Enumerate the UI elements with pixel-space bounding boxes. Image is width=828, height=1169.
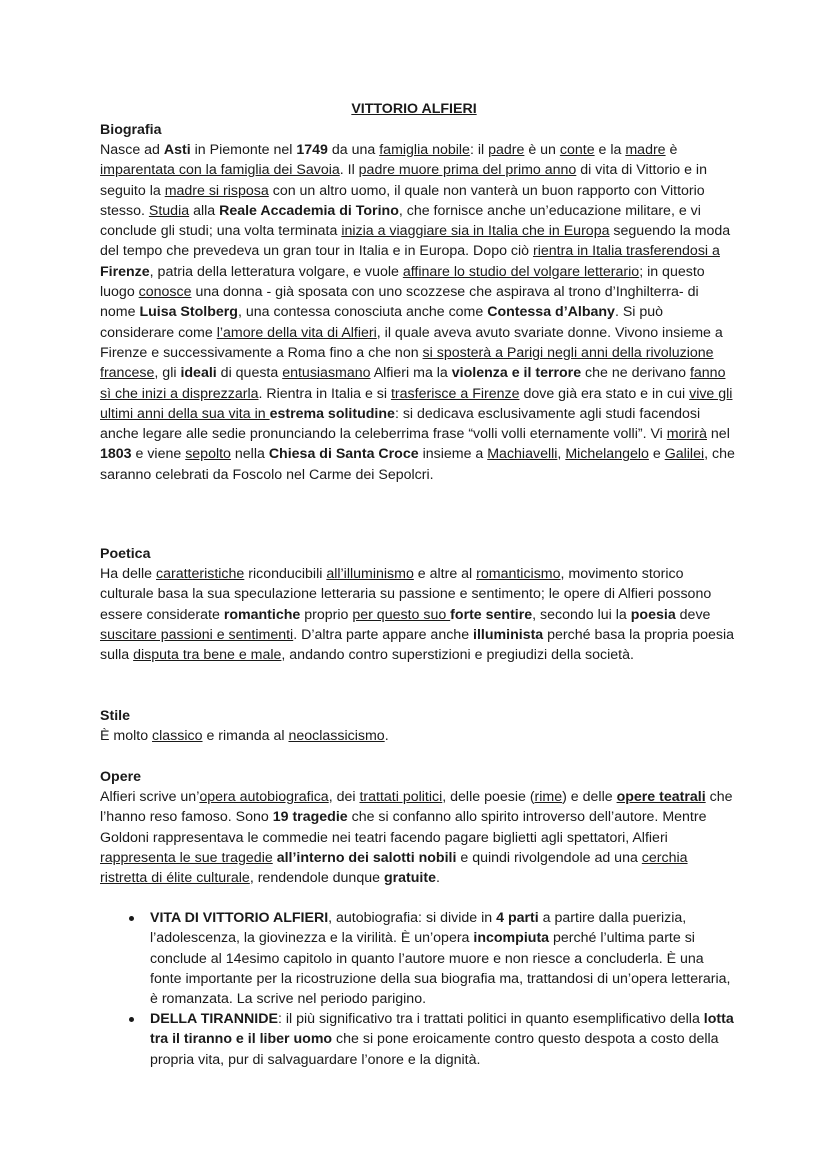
underlined-text: imparentata con la famiglia dei Savoia: [100, 162, 340, 179]
text-run: , il quale aveva avuto svariate donne. Vivono insieme a Firenze e successivamente a Roma fino a che non: [100, 324, 723, 361]
text-run: , gli: [154, 365, 181, 382]
text-run: e la: [594, 142, 626, 158]
text-run: Ha delle: [100, 566, 156, 582]
text-run: con un altro uomo, il quale non vanterà un buon rapporto con Vittorio stesso.: [100, 182, 705, 219]
underlined-text: trattati politici: [423, 1011, 507, 1027]
text-run: di questa: [216, 365, 283, 382]
underlined-text: DELLA TIRANNIDE: [150, 1011, 278, 1027]
bullet-dot-icon: [129, 1017, 134, 1022]
text-run: . D’altra parte appare anche: [293, 626, 474, 643]
text-run: che ne derivano: [581, 365, 690, 382]
bullet-text-vita: [150, 908, 736, 1009]
underlined-text: madre si risposa: [164, 182, 269, 199]
underlined-text: puerizia: [632, 910, 683, 926]
text-run: deve: [675, 606, 711, 623]
underlined-text: cerchia ristretta di élite culturale: [100, 849, 688, 887]
underlined-text: entusiasmano: [282, 365, 371, 382]
underlined-text: neoclassicismo: [288, 728, 385, 744]
underlined-text: VITA DI VITTORIO ALFIERI: [150, 910, 329, 926]
underlined-text: inizia a viaggiare sia in Italia che in Europa: [341, 223, 610, 240]
bold-text: Firenze: [100, 263, 150, 280]
text-run: Nasce ad: [100, 142, 164, 158]
underlined-text: l’adolescenza: [150, 930, 236, 947]
paragraph-biografia: [100, 140, 736, 485]
underlined-text: l’amore della vita di Alfieri: [216, 324, 377, 341]
text-run: , la: [235, 930, 259, 947]
text-run: proprio: [300, 606, 353, 623]
bold-text: Contessa d’Albany: [487, 304, 615, 321]
bold-text: 1803: [100, 446, 132, 463]
text-run: , dei: [328, 789, 360, 805]
text-run: e altre al: [413, 566, 477, 582]
text-run: e quindi rivolgendole ad una: [456, 849, 642, 866]
text-run: e: [648, 446, 665, 463]
bold-text: gratuite: [383, 870, 436, 887]
bold-text: Luisa Stolberg: [139, 304, 238, 321]
bold-text: ideali: [180, 365, 217, 382]
heading-opere: Opere: [100, 769, 142, 785]
underlined-text: opera autobiografica: [199, 789, 329, 805]
text-run: e la: [325, 930, 357, 947]
text-run: , patria della letteratura volgare, e vuole: [149, 263, 403, 280]
text-run: che si pone eroicamente contro questo despota a costo della propria vita, pur di salvaguardare l’onore e la dignità.: [150, 1031, 719, 1068]
bold-text: 1749: [296, 142, 328, 158]
document-title: VITTORIO ALFIERI: [351, 101, 477, 117]
underlined-text: rime: [534, 789, 563, 805]
bold-text: 19 tragedie: [272, 809, 348, 826]
underlined-text: suscitare passioni e sentimenti: [100, 626, 294, 643]
underlined-text: madre: [625, 142, 666, 158]
underlined-text: romanticismo: [476, 566, 561, 582]
text-run: nella: [230, 446, 269, 463]
text-run: perché l’ultima parte si conclude al 14esimo capitolo in quanto l’autore muore e non riesce a concluderla. È una fonte importante per la ricostruzione della sua biografia ma, trattandosi di un’opera letteraria, è romanzata. La scrive nel periodo parigino.: [150, 930, 731, 1008]
text-run: : il: [469, 142, 489, 158]
text-run: e viene: [131, 446, 186, 463]
text-run: perché basa la propria poesia sulla: [100, 626, 735, 664]
bullet-text-tirannide: [150, 1009, 736, 1070]
underlined-text: rappresenta le sue tragedie: [100, 849, 273, 866]
bold-text: lotta tra il tiranno e il liber uomo: [150, 1011, 734, 1048]
underlined-text: per questo suo: [352, 606, 451, 623]
heading-biografia: Biografia: [100, 122, 162, 138]
text-run: nel: [706, 426, 730, 443]
text-run: che l’hanno reso famoso. Sono: [100, 789, 733, 826]
text-run: , una contessa conosciuta anche come: [237, 304, 488, 321]
text-run: : il più significativo tra i: [277, 1011, 424, 1027]
underlined-text: caratteristiche: [156, 566, 245, 582]
underlined-text: padre muore prima del primo anno: [358, 162, 577, 179]
underlined-text: virilità: [356, 930, 393, 947]
text-run: una donna - già sposata con uno scozzese che aspirava al trono d’Inghilterra- di nome: [100, 284, 699, 321]
text-run: a partire dalla: [538, 910, 633, 926]
underlined-text: all’illuminismo: [326, 566, 414, 582]
bold-text: forte sentire: [450, 606, 533, 623]
text-run: che si confanno allo spirito introverso dell’autore. Mentre Goldoni rappresentava le commedie nei teatri facendo pagare biglietti agli spettatori, Alfieri: [100, 809, 707, 846]
text-run: , secondo lui la: [532, 606, 631, 623]
text-run: , movimento storico culturale basa la sua speculazione letteraria su passione e sentimento; le opere di Alfieri possono essere considerate: [100, 566, 712, 623]
text-run: . Il: [339, 162, 359, 179]
text-run: è un: [524, 142, 560, 158]
underlined-text: Studia: [148, 202, 190, 219]
text-run: in Piemonte nel: [190, 142, 297, 158]
text-run: dove già era stato e in cui: [519, 385, 690, 402]
bold-text: incompiuta: [473, 930, 550, 947]
text-run: riconducibili: [244, 566, 327, 582]
underlined-text: trattati politici: [359, 789, 443, 805]
text-run: , autobiografia: si divide in: [328, 910, 497, 926]
bold-text: poesia: [630, 606, 676, 623]
text-run: Alfieri scrive un’: [100, 789, 200, 805]
text-run: ,: [557, 446, 566, 463]
underlined-text: conte: [559, 142, 595, 158]
text-run: è: [665, 142, 678, 158]
underlined-text: conosce: [138, 284, 192, 301]
underlined-text: vive gli ultimi anni della sua vita in: [100, 385, 733, 422]
text-run: .: [384, 728, 389, 744]
underlined-text: classico: [152, 728, 203, 744]
underlined-text: Galilei: [664, 446, 705, 463]
bold-text: illuminista: [473, 626, 544, 643]
heading-poetica: Poetica: [100, 546, 151, 562]
text-run: , andando contro superstizioni e pregiudizi della società.: [281, 647, 634, 664]
paragraph-opere: [100, 787, 736, 888]
text-run: , delle poesie (: [442, 789, 535, 805]
underlined-text: fanno sì che inizi a disprezzarla: [100, 365, 726, 402]
text-run: , rendendole dunque: [249, 870, 384, 887]
bold-text: violenza e il terrore: [451, 365, 582, 382]
text-run: Alfieri ma la: [370, 365, 452, 382]
bold-text: Asti: [163, 142, 191, 158]
text-run: . È un’opera: [392, 930, 474, 947]
text-run: in quanto esemplificativo della: [506, 1011, 704, 1027]
text-run: .: [435, 870, 440, 887]
underlined-text: si sposterà a Parigi negli anni della rivoluzione francese: [100, 344, 714, 382]
bullet-dot-icon: [129, 916, 134, 921]
underlined-text: opere teatrali: [616, 789, 706, 805]
text-run: di vita di Vittorio e in seguito la: [100, 162, 707, 199]
paragraph-poetica: [100, 564, 736, 665]
text-run: ; in questo luogo: [100, 263, 705, 301]
text-run: , che fornisce anche un’educazione militare, e vi conclude gli studi; una volta terminata: [100, 202, 701, 240]
text-run: da una: [327, 142, 380, 158]
bold-text: all’interno dei salotti nobili: [276, 849, 457, 866]
bold-text: 4 parti: [496, 910, 539, 926]
underlined-text: padre: [488, 142, 525, 158]
text-run: ,: [682, 910, 687, 926]
text-run: , che saranno celebrati da Foscolo nel Carme dei Sepolcri.: [100, 446, 735, 483]
bold-text: estrema solitudine: [269, 405, 395, 422]
underlined-text: rientra in Italia trasferendosi a: [533, 243, 720, 260]
text-run: alla: [189, 202, 220, 219]
paragraph-stile: [100, 726, 736, 746]
text-run: seguendo la moda del tempo che prevedeva un gran tour in Italia e in Europa. Dopo ciò: [100, 223, 731, 260]
underlined-text: Machiavelli: [487, 446, 558, 463]
text-run: . Rientra in Italia e si: [258, 385, 391, 402]
text-run: e rimanda al: [202, 728, 289, 744]
underlined-text: famiglia nobile: [379, 142, 470, 158]
text-run: insieme a: [418, 446, 488, 463]
underlined-text: disputa tra bene e male: [133, 647, 282, 664]
heading-stile: Stile: [100, 708, 130, 724]
bold-text: romantiche: [223, 606, 301, 623]
underlined-text: trasferisce a Firenze: [390, 385, 520, 402]
text-run: . Si può considerare come: [100, 304, 664, 341]
text-run: ) e delle: [562, 789, 617, 805]
bold-text: Chiesa di Santa Croce: [268, 446, 419, 463]
underlined-text: morirà: [666, 426, 707, 443]
text-run: : si dedicava esclusivamente agli studi facendosi anche legare alle sedie pronunciando la celeberrima frase “volli volli eternamente volli”. Vi: [100, 405, 701, 443]
underlined-text: sepolto: [185, 446, 231, 463]
underlined-text: Michelangelo: [565, 446, 649, 463]
underlined-text: giovinezza: [258, 930, 326, 947]
underlined-text: affinare lo studio del volgare letterario: [402, 263, 640, 280]
bold-text: Reale Accademia di Torino: [219, 202, 399, 219]
text-run: È molto: [100, 728, 153, 744]
